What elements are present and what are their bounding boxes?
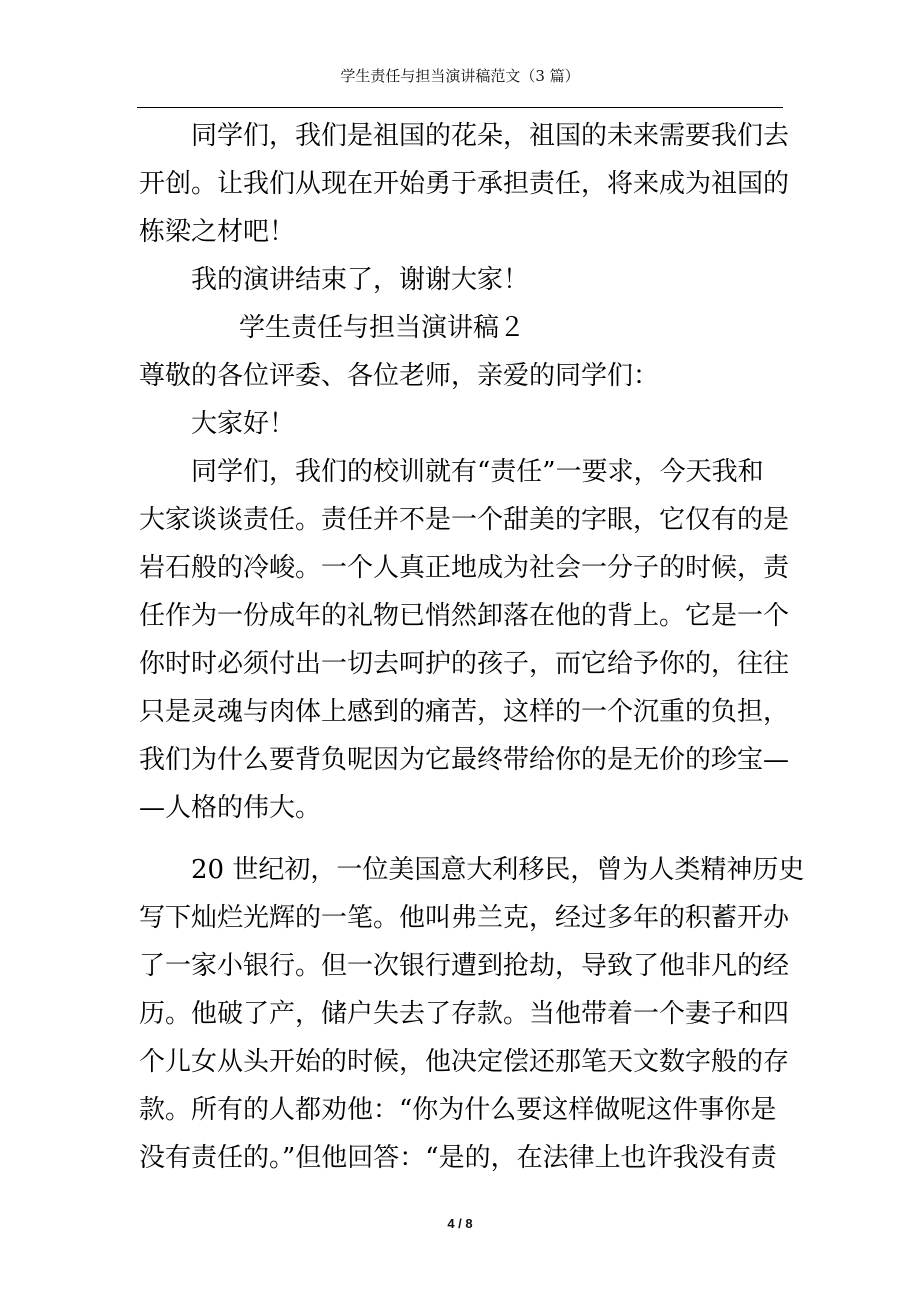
- salutation-line: 尊敬的各位评委、各位老师，亲爱的同学们：: [139, 361, 660, 391]
- paragraph-line: 款。所有的人都劝他：“你为什么要这样做呢这件事你是: [139, 1095, 777, 1125]
- paragraph-line: 栋梁之材吧！: [139, 217, 296, 247]
- page-header-title: 学生责任与担当演讲稿范文（3 篇）: [340, 67, 580, 85]
- paragraph-line: 岩石般的冷峻。一个人真正地成为社会一分子的时候，责: [139, 553, 790, 583]
- paragraph-gap: [139, 832, 779, 846]
- paragraph-line: 你时时必须付出一切去呵护的孩子，而它给予你的，往往: [139, 649, 790, 679]
- paragraph-line: 历。他破了产，储户失去了存款。当他带着一个妻子和四: [139, 999, 790, 1029]
- paragraph-line: 个儿女从头开始的时候，他决定偿还那笔天文数字般的存: [139, 1047, 790, 1077]
- paragraph-line: 20 世纪初，一位美国意大利移民，曾为人类精神历史: [191, 855, 805, 885]
- paragraph-line: 同学们，我们的校训就有“责任”一要求，今天我和: [191, 457, 764, 487]
- paragraph-line: 写下灿烂光辉的一笔。他叫弗兰克，经过多年的积蓄开办: [139, 903, 790, 933]
- paragraph-line: 开创。让我们从现在开始勇于承担责任，将来成为祖国的: [139, 169, 790, 199]
- paragraph-line: 同学们，我们是祖国的花朵，祖国的未来需要我们去: [191, 121, 790, 151]
- paragraph-line: 只是灵魂与肉体上感到的痛苦，这样的一个沉重的负担，: [139, 697, 790, 727]
- paragraph-line: 我的演讲结束了，谢谢大家！: [191, 265, 530, 295]
- section-title: 学生责任与担当演讲稿２: [239, 313, 526, 343]
- paragraph-line: 任作为一份成年的礼物已悄然卸落在他的背上。它是一个: [139, 601, 790, 631]
- document-body: [139, 112, 805, 1182]
- paragraph-line: 我们为什么要背负呢因为它最终带给你的是无价的珍宝—: [139, 745, 790, 775]
- greeting-line: 大家好！: [191, 409, 296, 439]
- paragraph-line: 了一家小银行。但一次银行遭到抢劫，导致了他非凡的经: [139, 951, 790, 981]
- paragraph-line: 大家谈谈责任。责任并不是一个甜美的字眼，它仅有的是: [139, 505, 790, 535]
- paragraph-line: 没有责任的。”但他回答：“是的，在法律上也许我没有责: [139, 1143, 777, 1173]
- paragraph-line: —人格的伟大。: [139, 793, 322, 823]
- page-number: 4 / 8: [447, 1216, 473, 1231]
- header-divider: [137, 107, 783, 108]
